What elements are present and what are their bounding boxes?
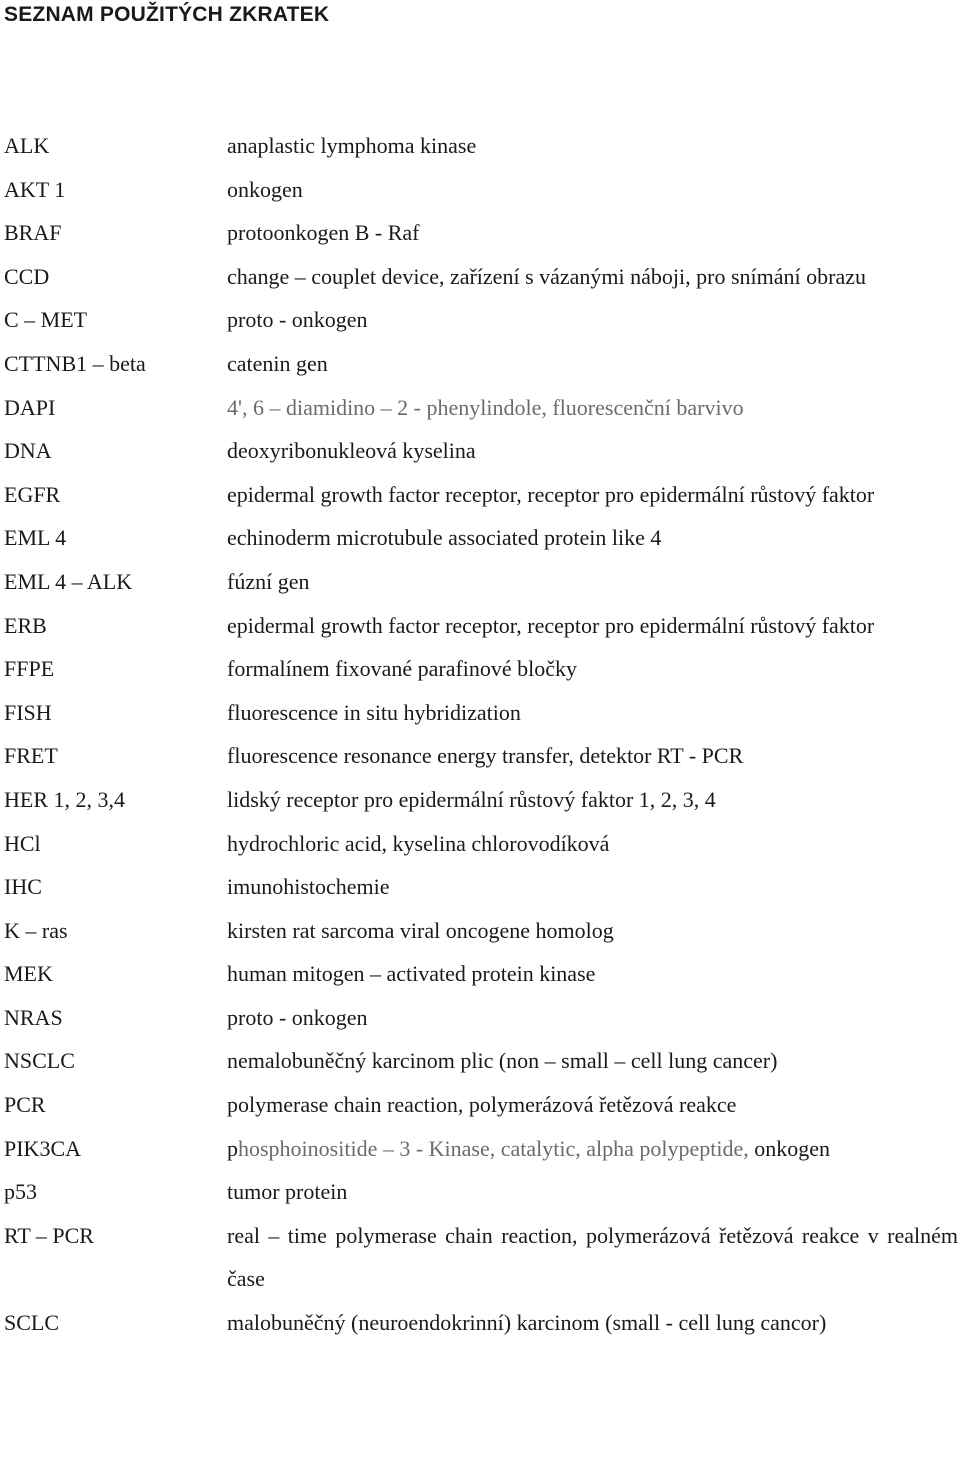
abbreviation: FRET [4, 743, 58, 769]
definition: anaplastic lymphoma kinase [227, 133, 477, 158]
abbreviation: FFPE [4, 656, 55, 682]
list-item [0, 865, 960, 909]
list-item [0, 429, 960, 473]
abbreviation: CTTNB1 – beta [4, 350, 146, 376]
abbreviation: ALK [4, 133, 50, 158]
list-item [0, 1214, 960, 1301]
abbreviation: DNA [4, 438, 52, 464]
definition: protoonkogen B - Raf [227, 220, 420, 246]
page-title: SEZNAM POUŽITÝCH ZKRATEK [4, 3, 330, 26]
abbreviation: K – ras [4, 917, 68, 943]
abbreviation: HER 1, 2, 3,4 [4, 786, 125, 812]
definition: polymerase chain reaction, polymerázová řetězová reakce [227, 1092, 737, 1118]
definition: 4', 6 – diamidino – 2 - phenylindole, fluorescenční barvivo [227, 394, 744, 420]
definition: fluorescence resonance energy transfer, detektor RT - PCR [227, 743, 744, 769]
list-item [0, 211, 960, 255]
list-item [0, 647, 960, 691]
definition: formalínem fixované parafinové bločky [227, 656, 578, 682]
definition: catenin gen [227, 350, 328, 376]
definition: nemalobuněčný karcinom plic (non – small – cell lung cancer) [227, 1048, 778, 1074]
abbreviation: IHC [4, 874, 42, 900]
abbreviation: SCLC [4, 1310, 60, 1336]
list-item [0, 298, 960, 342]
definition: fúzní gen [227, 568, 310, 594]
abbreviation: HCl [4, 830, 41, 856]
list-item [0, 516, 960, 560]
definition: malobuněčný (neuroendokrinní) karcinom (small - cell lung cancor) [227, 1310, 827, 1336]
list-item [0, 691, 960, 735]
abbreviation: NSCLC [4, 1048, 75, 1074]
abbreviation: ERB [4, 612, 47, 638]
list-item [0, 473, 960, 517]
abbreviation: AKT 1 [4, 176, 66, 202]
definition: epidermal growth factor receptor, receptor pro epidermální růstový faktor [227, 612, 875, 638]
definition: proto - onkogen [227, 307, 368, 333]
list-item [0, 996, 960, 1040]
list-item [0, 778, 960, 822]
abbreviation: RT – PCR [4, 1222, 94, 1248]
list-item [0, 952, 960, 996]
abbreviation: CCD [4, 263, 50, 289]
definition-part: p [227, 1135, 238, 1161]
abbreviation: DAPI [4, 394, 56, 420]
list-item [0, 909, 960, 953]
definition [227, 1127, 958, 1171]
definition-part: onkogen [748, 1135, 831, 1161]
list-item [0, 168, 960, 212]
list-item [0, 1039, 960, 1083]
list-item [0, 560, 960, 604]
abbreviation: C – MET [4, 307, 88, 333]
definition: real – time polymerase chain reaction, polymerázová řetězová reakce v realném čase [227, 1222, 958, 1292]
definition: hydrochloric acid, kyselina chlorovodíková [227, 830, 610, 856]
list-item [0, 1127, 960, 1171]
abbreviation: EGFR [4, 481, 61, 507]
list-item [0, 1083, 960, 1127]
list-item [0, 124, 960, 168]
abbreviation: PIK3CA [4, 1135, 82, 1161]
abbreviation: MEK [4, 961, 53, 987]
list-item [0, 1170, 960, 1214]
definition: onkogen [227, 176, 303, 202]
abbreviation: NRAS [4, 1004, 63, 1030]
abbreviation: p53 [4, 1179, 37, 1205]
abbreviation: EML 4 [4, 525, 67, 551]
definition: proto - onkogen [227, 1004, 368, 1030]
definition: kirsten rat sarcoma viral oncogene homolog [227, 917, 614, 943]
definition: tumor protein [227, 1179, 348, 1205]
list-item [0, 604, 960, 648]
definition-part: hosphoinositide – 3 - Kinase, catalytic, alpha polypeptide, [238, 1135, 749, 1161]
list-item [0, 255, 960, 299]
abbreviation: BRAF [4, 220, 62, 246]
abbreviation: FISH [4, 699, 52, 725]
list-item [0, 822, 960, 866]
abbreviation: PCR [4, 1092, 46, 1118]
definition: imunohistochemie [227, 874, 390, 900]
definition: lidský receptor pro epidermální růstový faktor 1, 2, 3, 4 [227, 786, 716, 812]
definition: change – couplet device, zařízení s vázanými náboji, pro snímání obrazu [227, 263, 866, 289]
list-item [0, 342, 960, 386]
abbreviation: EML 4 – ALK [4, 568, 133, 594]
definition: echinoderm microtubule associated protein like 4 [227, 525, 662, 551]
definition: human mitogen – activated protein kinase [227, 961, 596, 987]
list-item [0, 386, 960, 430]
definition: epidermal growth factor receptor, receptor pro epidermální růstový faktor [227, 481, 875, 507]
list-item [0, 1301, 960, 1345]
definition: fluorescence in situ hybridization [227, 699, 521, 725]
abbreviation-list [0, 124, 960, 1345]
list-item [0, 734, 960, 778]
definition: deoxyribonukleová kyselina [227, 438, 476, 464]
